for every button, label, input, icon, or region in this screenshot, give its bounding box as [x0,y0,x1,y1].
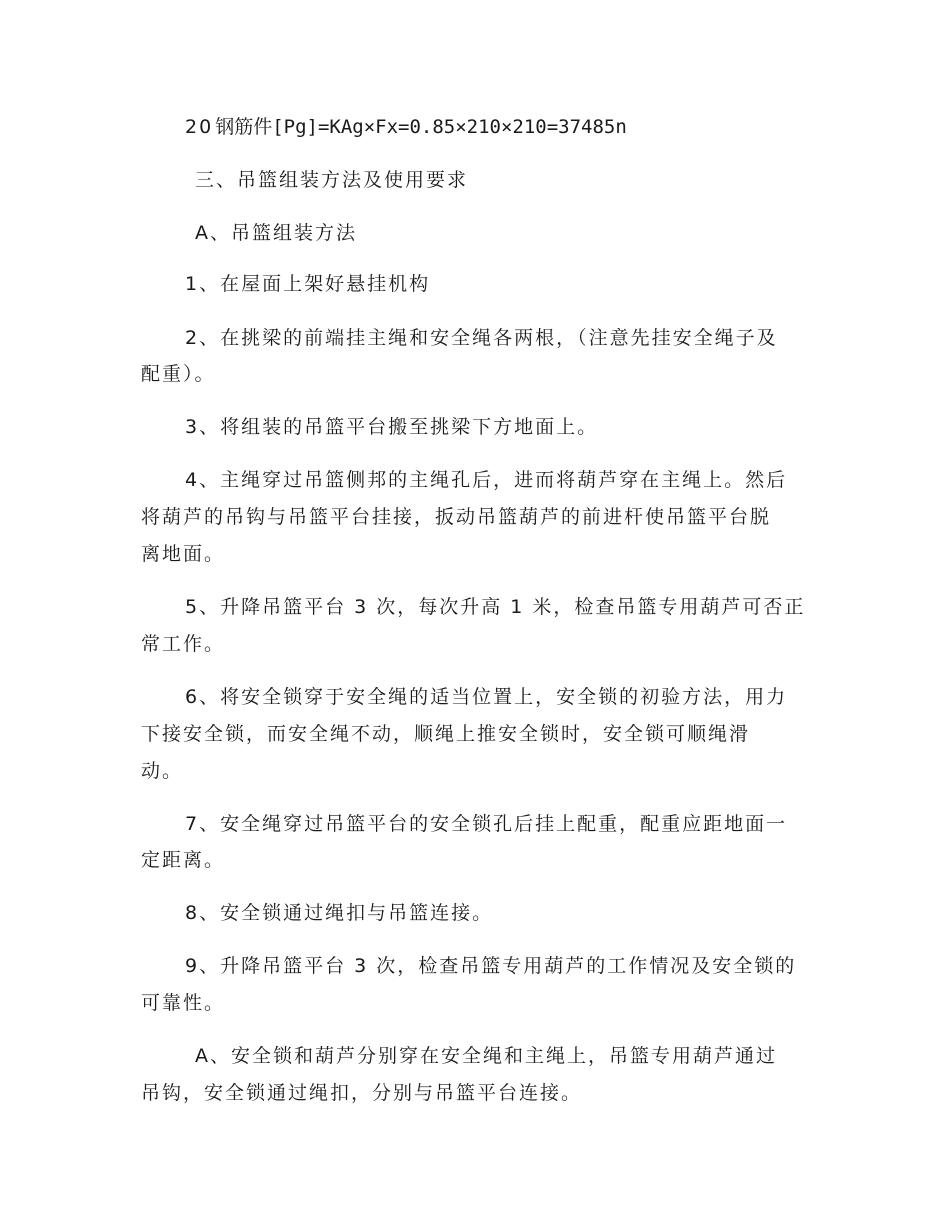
step-line: 7、安全绳穿过吊篮平台的安全锁孔后挂上配重，配重应距地面一 [185,813,788,835]
formula-line [185,114,627,140]
step-line: 2、在挑梁的前端挂主绳和安全绳各两根，（注意先挂安全绳子及 [185,327,778,349]
step-line: 配重）。 [141,363,216,385]
step-line: 3、将组装的吊篮平台搬至挑梁下方地面上。 [185,416,599,438]
step-line: A、安全锁和葫芦分别穿在安全绳和主绳上，吊篮专用葫芦通过 [195,1045,777,1067]
formula-text: 钢筋件[Pg]=KAg×Fx=0.85×210×210=37485n [215,116,627,138]
step-line: 8、安全锁通过绳扣与吊篮连接。 [185,902,494,924]
step-line: 定距离。 [141,849,226,871]
step-line: 4、主绳穿过吊篮侧邦的主绳孔后，进而将葫芦穿在主绳上。然后 [185,469,788,491]
step-line: 吊钩，安全锁通过绳扣，分别与吊篮平台连接。 [141,1082,583,1104]
step-line: 常工作。 [141,633,226,655]
step-line: 下接安全锁，而安全绳不动，顺绳上推安全锁时，安全锁可顺绳滑 [141,723,751,745]
step-line: 6、将安全锁穿于安全绳的适当位置上，安全锁的初验方法，用力 [185,686,788,708]
step-line: 离地面。 [141,543,226,565]
step-line: 动。 [141,760,184,782]
step-line: 5、升降吊篮平台 3 次，每次升高 1 米，检查吊篮专用葫芦可否正 [185,596,806,618]
subsection-heading: A、吊篮组装方法 [195,222,357,244]
step-line: 1、在屋面上架好悬挂机构 [185,273,431,295]
section-heading: 三、吊篮组装方法及使用要求 [195,169,469,191]
step-line: 将葫芦的吊钩与吊篮平台挂接，扳动吊篮葫芦的前进杆使吊篮平台脱 [141,506,772,528]
step-line: 可靠性。 [141,992,226,1014]
step-line: 9、升降吊篮平台 3 次，检查吊篮专用葫芦的工作情况及安全锁的 [185,955,797,977]
formula-prefix: 20 [185,116,214,138]
